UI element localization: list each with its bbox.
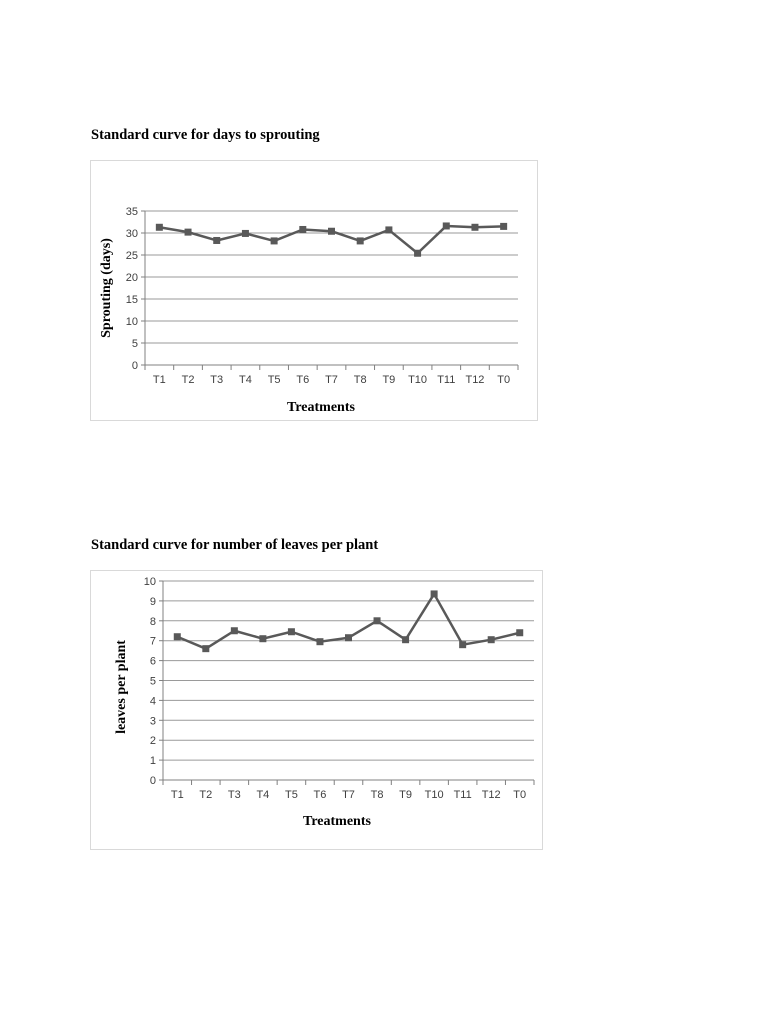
x-tick-label: T6 <box>313 789 327 801</box>
data-point <box>459 641 466 648</box>
y-tick-label: 30 <box>125 228 138 240</box>
y-tick-label: 15 <box>125 294 138 306</box>
y-axis-title: Sprouting (days) <box>99 238 114 338</box>
x-tick-label: T9 <box>382 374 396 386</box>
y-tick-label: 10 <box>143 576 156 588</box>
data-point <box>431 590 438 597</box>
data-point <box>357 237 364 244</box>
data-point <box>402 636 409 643</box>
y-tick-label: 1 <box>149 755 156 768</box>
data-point <box>213 237 220 244</box>
data-point <box>316 638 323 645</box>
x-tick-label: T1 <box>170 789 184 801</box>
x-tick-label: T3 <box>227 789 241 801</box>
sprouting-chart <box>90 160 538 421</box>
data-point <box>288 628 295 635</box>
y-tick-label: 9 <box>149 595 156 608</box>
x-tick-label: T2 <box>181 374 195 386</box>
leaves-chart-svg <box>91 571 542 849</box>
y-tick-label: 35 <box>125 206 138 218</box>
x-axis-title: Treatments <box>303 814 371 829</box>
y-tick-label: 2 <box>149 735 156 748</box>
data-point <box>231 627 238 634</box>
x-tick-label: T1 <box>152 374 166 386</box>
x-tick-label: T10 <box>424 789 444 801</box>
x-tick-label: T11 <box>437 374 456 386</box>
data-point <box>185 229 192 236</box>
x-tick-label: T0 <box>513 789 527 801</box>
data-point <box>500 223 507 230</box>
x-tick-label: T0 <box>497 374 511 386</box>
x-tick-label: T11 <box>453 789 472 801</box>
x-tick-label: T10 <box>408 374 428 386</box>
x-tick-label: T5 <box>267 374 281 386</box>
x-tick-label: T6 <box>296 374 310 386</box>
data-point <box>328 228 335 235</box>
data-point <box>242 230 249 237</box>
data-point <box>202 645 209 652</box>
data-point <box>156 224 163 231</box>
data-point <box>259 635 266 642</box>
data-point <box>174 633 181 640</box>
data-point <box>516 629 523 636</box>
x-tick-label: T7 <box>342 789 355 801</box>
sprouting-chart-svg <box>91 161 537 420</box>
y-tick-label: 20 <box>125 272 138 284</box>
data-point <box>471 224 478 231</box>
y-tick-label: 3 <box>149 715 156 728</box>
leaves-chart <box>90 570 543 850</box>
y-tick-label: 10 <box>125 316 138 328</box>
x-tick-label: T4 <box>256 789 270 801</box>
x-tick-label: T5 <box>285 789 298 801</box>
x-axis-title: Treatments <box>287 400 355 415</box>
y-tick-label: 5 <box>131 338 138 350</box>
data-point <box>271 237 278 244</box>
y-tick-label: 5 <box>149 675 156 688</box>
data-point <box>385 226 392 233</box>
y-tick-label: 25 <box>125 250 138 262</box>
y-tick-label: 0 <box>131 360 138 372</box>
x-tick-label: T7 <box>325 374 338 386</box>
x-tick-label: T9 <box>399 789 412 801</box>
y-tick-label: 0 <box>149 775 156 787</box>
data-point <box>374 617 381 624</box>
y-tick-label: 4 <box>149 695 156 708</box>
data-point <box>299 226 306 233</box>
chart-1-title: Standard curve for days to sprouting <box>91 127 320 143</box>
y-tick-label: 6 <box>149 655 156 668</box>
data-point <box>414 250 421 257</box>
y-tick-label: 7 <box>149 635 156 648</box>
data-point <box>443 222 450 229</box>
data-point <box>488 636 495 643</box>
x-tick-label: T8 <box>370 789 384 801</box>
x-tick-label: T12 <box>481 789 501 801</box>
x-tick-label: T8 <box>353 374 367 386</box>
x-tick-label: T4 <box>239 374 252 386</box>
data-point <box>345 634 352 641</box>
x-tick-label: T12 <box>465 374 485 386</box>
x-tick-label: T3 <box>210 374 224 386</box>
y-tick-label: 8 <box>149 615 156 628</box>
chart-2-title: Standard curve for number of leaves per plant <box>91 537 379 553</box>
y-axis-title: leaves per plant <box>114 640 129 734</box>
x-tick-label: T2 <box>199 789 213 801</box>
